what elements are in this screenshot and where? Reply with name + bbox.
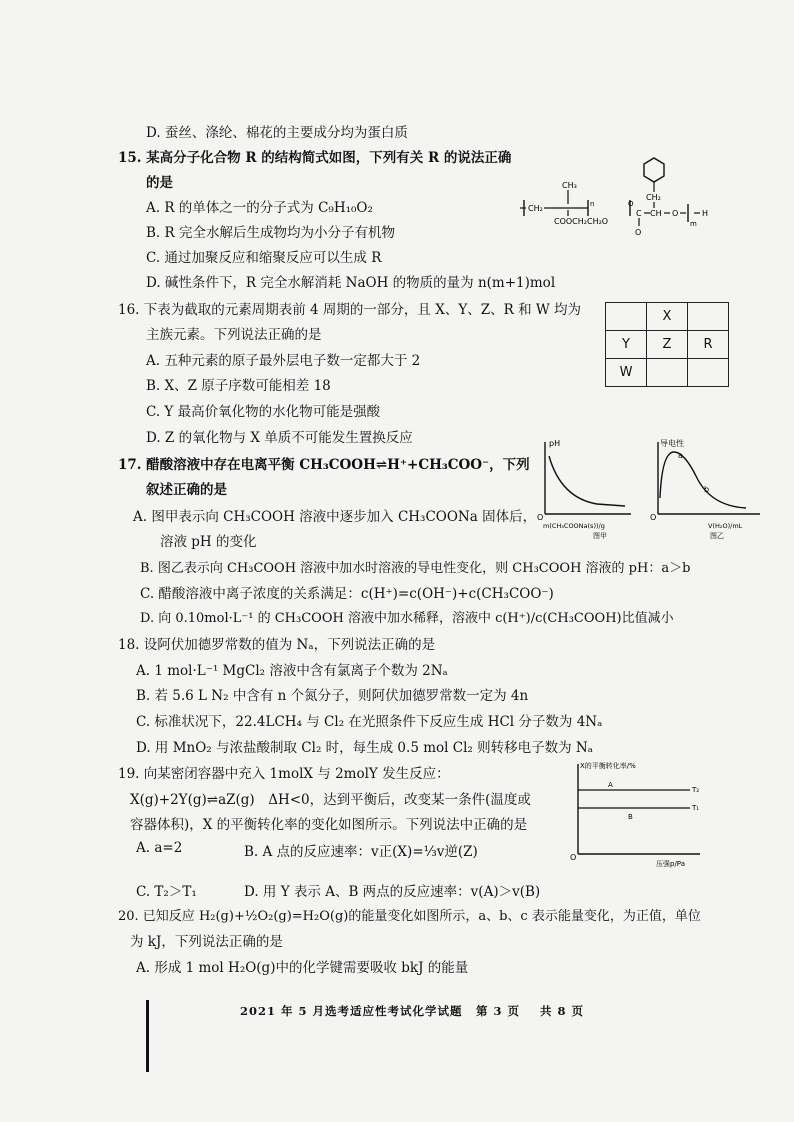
q19-option-c: C. T₂＞T₁ xyxy=(136,884,197,900)
graph-jia-ylabel: pH xyxy=(549,439,561,448)
q15-stem-line2: 的是 xyxy=(146,175,173,191)
table-cell xyxy=(688,359,729,387)
q18-option-d: D. 用 MnO₂ 与浓盐酸制取 Cl₂ 时，每生成 0.5 mol Cl₂ 则转移电子数为 Nₐ xyxy=(136,740,593,756)
q17-option-a-line1: A. 图甲表示向 CH₃COOH 溶液中逐步加入 CH₃COONa 固体后， xyxy=(133,509,537,525)
q15-option-a: A. R 的单体之一的分子式为 C₉H₁₀O₂ xyxy=(146,200,373,216)
q19-option-d: D. 用 Y 表示 A、B 两点的反应速率：v(A)＞v(B) xyxy=(244,884,541,900)
periodic-table-fragment xyxy=(605,302,729,387)
q19-point-a: A xyxy=(608,781,613,789)
q19-stem-line2: X(g)+2Y(g)⇌aZ(g) ΔH<0，达到平衡后，改变某一条件(温度或 xyxy=(130,792,531,808)
q17-option-b: B. 图乙表示向 CH₃COOH 溶液中加水时溶液的导电性变化，则 CH₃COOH 溶液的 pH：a＞b xyxy=(140,561,691,576)
q18-option-c: C. 标准状况下，22.4LCH₄ 与 Cl₂ 在光照条件下反应生成 HCl 分子数为 4Nₐ xyxy=(136,714,603,730)
q15-stem-line1: 15. 某高分子化合物 R 的结构简式如图，下列有关 R 的说法正确 xyxy=(118,150,512,166)
struct-o1: O xyxy=(672,209,679,218)
struct-carbonyl: C xyxy=(636,209,642,218)
footer-title: 2021 年 5 月选考适应性考试化学试题 xyxy=(240,1004,463,1018)
table-cell: R xyxy=(688,331,729,359)
q15-option-d: D. 碱性条件下，R 完全水解消耗 NaOH 的物质的量为 n(m+1)mol xyxy=(146,275,556,291)
q20-stem-line2: 为 kJ，下列说法正确的是 xyxy=(130,934,283,950)
graph-jia-curve xyxy=(549,456,625,506)
table-cell xyxy=(688,303,729,331)
graph-yi-origin: O xyxy=(650,513,657,522)
table-cell: Y xyxy=(606,331,647,359)
graph-yi-caption: 图乙 xyxy=(710,532,724,540)
struct-n: n xyxy=(590,200,595,208)
q17-option-c: C. 醋酸溶液中离子浓度的关系满足：c(H⁺)=c(OH⁻)+c(CH₃COO⁻) xyxy=(140,586,554,602)
q19-graph-ylabel: X的平衡转化率/% xyxy=(580,762,636,770)
table-cell xyxy=(647,359,688,387)
q17-stem-line2: 叙述正确的是 xyxy=(146,482,227,498)
footer-total: 共 8 页 xyxy=(540,1004,585,1018)
q17-stem-line1: 17. 醋酸溶液中存在电离平衡 CH₃COOH⇌H⁺+CH₃COO⁻，下列 xyxy=(118,457,530,473)
q17-graph-yi xyxy=(648,436,764,542)
struct-ch2-chain: CH₂ xyxy=(528,204,543,213)
graph-jia-caption: 图甲 xyxy=(593,532,607,540)
q19-graph-xlabel: 压强p/Pa xyxy=(656,860,685,868)
struct-ch: CH xyxy=(650,209,662,218)
struct-ch2-top: CH₂ xyxy=(646,193,661,202)
q15-option-c: C. 通过加聚反应和缩聚反应可以生成 R xyxy=(146,250,382,266)
graph-yi-point-a: a xyxy=(678,451,683,460)
struct-m: m xyxy=(690,220,697,228)
graph-jia-origin: O xyxy=(537,513,544,522)
struct-ch3: CH₃ xyxy=(562,181,577,190)
q16-option-d: D. Z 的氧化物与 X 单质不可能发生置换反应 xyxy=(146,430,413,446)
q17-graph-jia xyxy=(535,436,635,542)
graph-jia-xlabel: m(CH₃COONa(s))/g xyxy=(543,522,605,530)
q19-option-a: A. a=2 xyxy=(136,840,183,856)
footer-page: 第 3 页 xyxy=(476,1004,521,1018)
graph-yi-curve xyxy=(660,452,746,508)
q19-label-t2: T₂ xyxy=(692,786,700,794)
q18-stem: 18. 设阿伏加德罗常数的值为 Nₐ，下列说法正确的是 xyxy=(118,637,436,653)
q19-label-t1: T₁ xyxy=(692,804,700,812)
q15-structure-diagram xyxy=(518,150,718,238)
q17-option-a-line2: 溶液 pH 的变化 xyxy=(160,534,257,550)
graph-yi-point-b: b xyxy=(704,485,710,494)
struct-ester: COOCH₂CH₂O xyxy=(554,217,609,226)
graph-yi-ylabel: 导电性 xyxy=(660,439,684,448)
q17-option-d: D. 向 0.10mol·L⁻¹ 的 CH₃COOH 溶液中加水稀释，溶液中 c(H⁺)/c(CH₃COOH)比值减小 xyxy=(140,611,674,626)
q19-option-b: B. A 点的反应速率：v正(X)=⅓v逆(Z) xyxy=(244,844,478,860)
q16-option-c: C. Y 最高价氧化物的水化物可能是强酸 xyxy=(146,404,381,420)
margin-bar xyxy=(146,1000,149,1072)
graph-yi-xlabel: V(H₂O)/mL xyxy=(708,522,743,530)
q18-option-a: A. 1 mol·L⁻¹ MgCl₂ 溶液中含有氯离子个数为 2Nₐ xyxy=(136,663,448,679)
q19-graph-origin: O xyxy=(570,853,577,862)
q14-option-d: D. 蚕丝、涤纶、棉花的主要成分均为蛋白质 xyxy=(146,125,408,141)
q16-stem-line2: 主族元素。下列说法正确的是 xyxy=(146,327,322,343)
q16-stem-line1: 16. 下表为截取的元素周期表前 4 周期的一部分，且 X、Y、Z、R 和 W 均为 xyxy=(118,302,582,318)
benzene-ring xyxy=(644,158,664,182)
table-cell: X xyxy=(647,303,688,331)
q19-point-b: B xyxy=(628,813,633,821)
q20-stem-line1: 20. 已知反应 H₂(g)+½O₂(g)=H₂O(g)的能量变化如图所示，a、b、c 表示能量变化，为正值，单位 xyxy=(118,909,701,924)
table-cell: W xyxy=(606,359,647,387)
q16-option-b: B. X、Z 原子序数可能相差 18 xyxy=(146,378,331,394)
q16-option-a: A. 五种元素的原子最外层电子数一定都大于 2 xyxy=(146,353,421,369)
q19-stem-line3: 容器体积)，X 的平衡转化率的变化如图所示。下列说法中正确的是 xyxy=(130,817,528,833)
q19-stem-line1: 19. 向某密闭容器中充入 1molX 与 2molY 发生反应： xyxy=(118,766,450,782)
q18-option-b: B. 若 5.6 L N₂ 中含有 n 个氮分子，则阿伏加德罗常数一定为 4n xyxy=(136,688,529,704)
table-cell: Z xyxy=(647,331,688,359)
q15-option-b: B. R 完全水解后生成物均为小分子有机物 xyxy=(146,225,395,241)
struct-o2: O xyxy=(628,200,634,208)
q19-graph xyxy=(568,758,708,868)
struct-carbonyl-o: O xyxy=(635,228,642,237)
table-cell xyxy=(606,303,647,331)
q20-option-a: A. 形成 1 mol H₂O(g)中的化学键需要吸收 bkJ 的能量 xyxy=(136,960,469,976)
struct-h: H xyxy=(702,209,709,218)
